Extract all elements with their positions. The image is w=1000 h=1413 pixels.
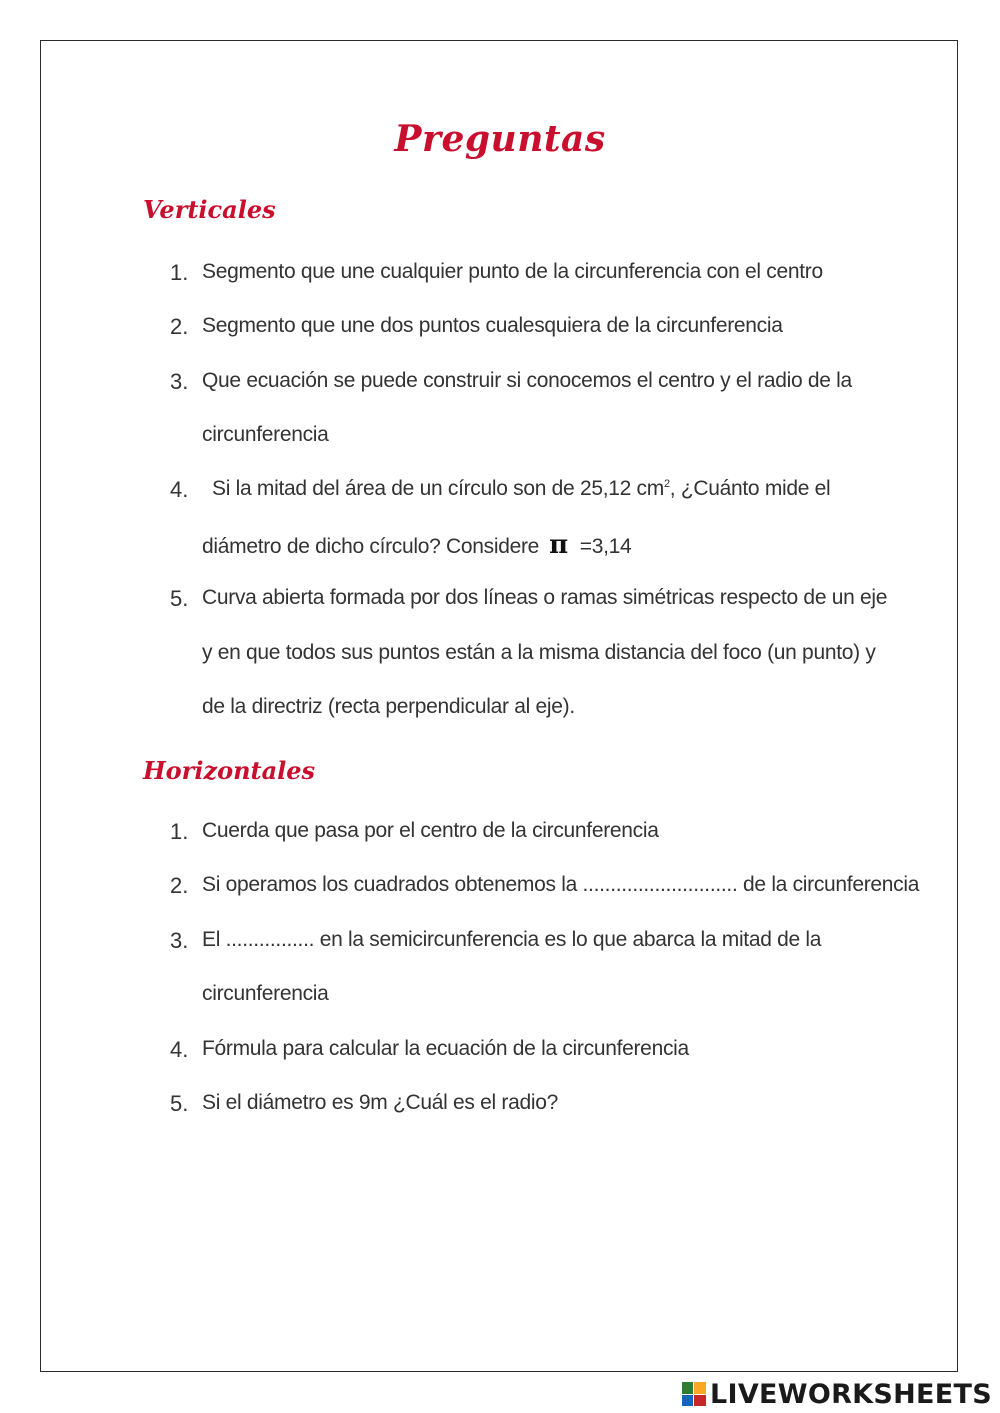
- section-heading-verticales: Verticales: [143, 195, 276, 224]
- vertical-5-number: 5.: [170, 586, 189, 611]
- vertical-4-number: 4.: [170, 477, 189, 502]
- horizontal-5-number: 5.: [170, 1091, 189, 1116]
- vertical-4-line1-end: , ¿Cuánto mide el: [669, 477, 831, 500]
- horizontal-2-number: 2.: [170, 873, 189, 898]
- horizontal-3-number: 3.: [170, 928, 189, 953]
- horizontal-4-text: Fórmula para calcular la ecuación de la circunferencia: [202, 1037, 689, 1060]
- vertical-4-line2-text: diámetro de dicho círculo? Considere: [202, 535, 540, 558]
- horizontal-3-text-line1: El ................ en la semicircunferencia es lo que abarca la mitad de la: [202, 928, 822, 951]
- liveworksheets-wordmark: LIVEWORKSHEETS: [709, 1378, 992, 1410]
- section-heading-horizontales: Horizontales: [143, 756, 316, 785]
- liveworksheets-brand: [682, 1379, 992, 1409]
- vertical-4-line1-text: Si la mitad del área de un círculo son de 25,12 cm: [212, 477, 664, 500]
- pi-value: =3,14: [579, 535, 632, 558]
- page-title: Preguntas: [394, 118, 606, 160]
- horizontal-4-number: 4.: [170, 1037, 189, 1062]
- logo-square-2: [694, 1382, 706, 1394]
- vertical-2-number: 2.: [170, 314, 189, 339]
- vertical-5-text-line1: Curva abierta formada por dos líneas o ramas simétricas respecto de un eje: [202, 586, 888, 609]
- vertical-5-text-line3: de la directriz (recta perpendicular al eje).: [202, 695, 575, 718]
- vertical-5-text-line2: y en que todos sus puntos están a la misma distancia del foco (un punto) y: [202, 641, 876, 664]
- vertical-3-text-line2: circunferencia: [202, 423, 329, 446]
- pi-symbol: π: [549, 530, 568, 560]
- horizontal-3-text-line2: circunferencia: [202, 982, 329, 1005]
- vertical-1-text: Segmento que une cualquier punto de la circunferencia con el centro: [202, 260, 823, 283]
- area-exponent: 2: [663, 478, 670, 490]
- vertical-3-number: 3.: [170, 369, 189, 394]
- vertical-1-number: 1.: [170, 260, 189, 285]
- vertical-2-text: Segmento que une dos puntos cualesquiera de la circunferencia: [202, 314, 783, 337]
- logo-square-3: [682, 1395, 694, 1407]
- vertical-4-text-line2: [202, 530, 631, 560]
- horizontal-1-text: Cuerda que pasa por el centro de la circunferencia: [202, 819, 659, 842]
- logo-square-4: [694, 1395, 706, 1407]
- logo-square-1: [682, 1382, 694, 1394]
- vertical-3-text-line1: Que ecuación se puede construir si conocemos el centro y el radio de la: [202, 369, 852, 392]
- horizontal-2-text: Si operamos los cuadrados obtenemos la ............................ de la circunferencia: [202, 873, 920, 896]
- liveworksheets-logo-icon: [682, 1382, 706, 1406]
- horizontal-1-number: 1.: [170, 819, 189, 844]
- vertical-4-text-line1: [212, 477, 830, 501]
- horizontal-5-text: Si el diámetro es 9m ¿Cuál es el radio?: [202, 1091, 558, 1114]
